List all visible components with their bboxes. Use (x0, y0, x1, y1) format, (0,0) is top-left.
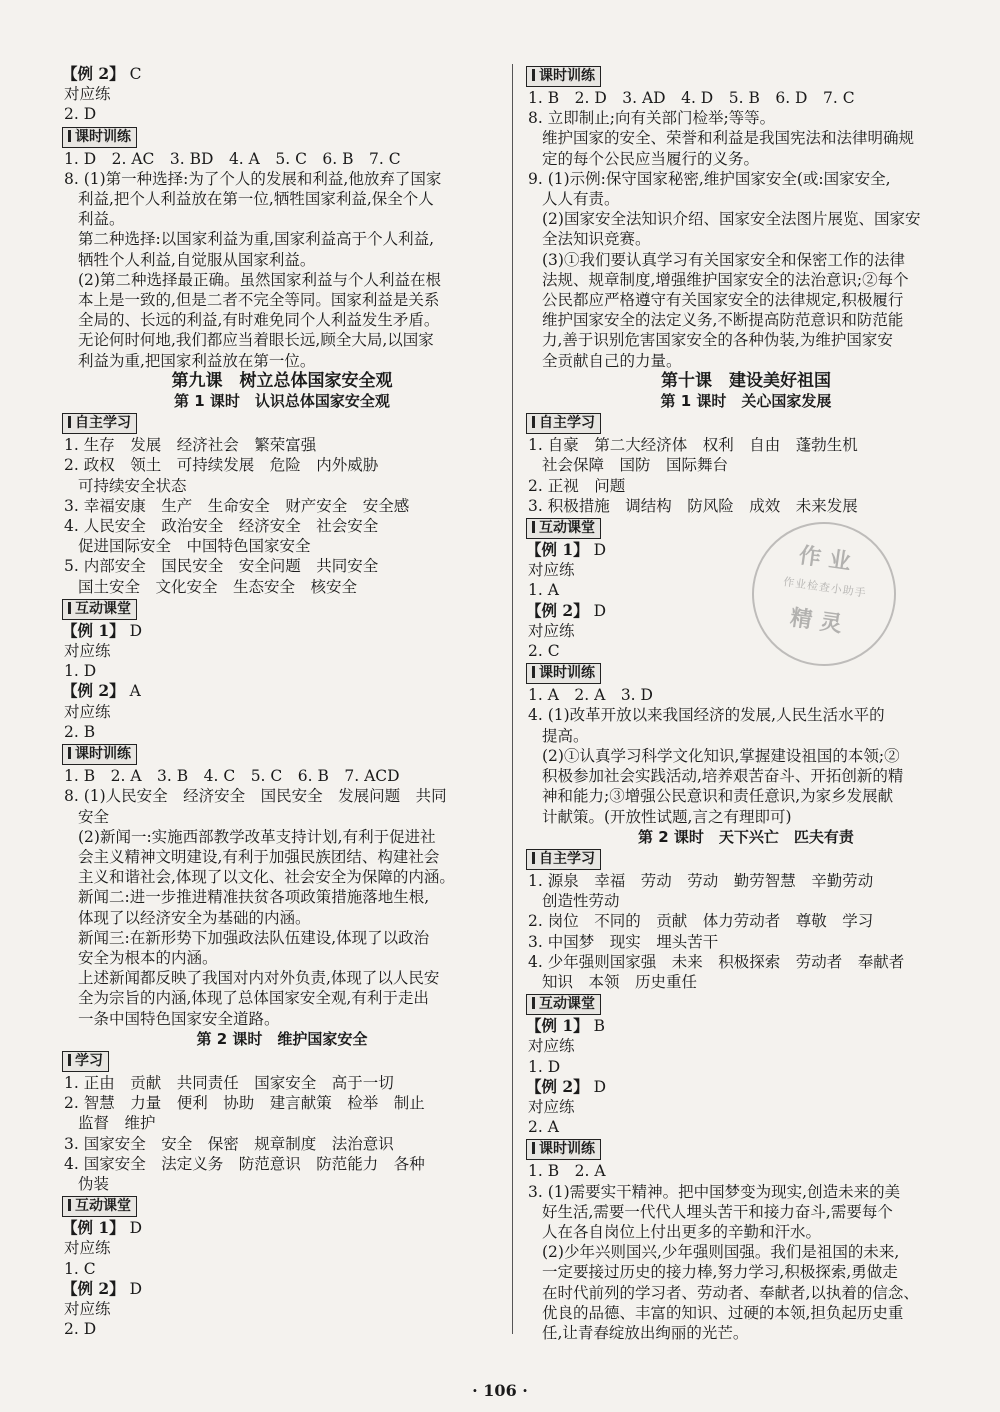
answer-line: 3. 中国梦 现实 埋头苦干 (528, 932, 719, 951)
answer-continuation: (2)少年兴则国兴,少年强则国强。我们是祖国的未来, (542, 1243, 900, 1262)
answer-continuation: 本上是一致的,但是二者不完全等同。国家利益是关系 (78, 291, 440, 310)
answer-line: 3. 国家安全 安全 保密 规章制度 法治意识 (64, 1134, 394, 1153)
answer-continuation: 安全为根本的内涵。 (78, 948, 218, 967)
answer-continuation: 人人有责。 (542, 190, 620, 209)
section-header: 课时训练 (62, 744, 137, 765)
section-header-row (62, 1049, 502, 1073)
answer-line: 对应练 (64, 642, 111, 661)
section-header: 课时训练 (526, 663, 601, 684)
answer-continuation: (2)第二种选择最正确。虽然国家利益与个人利益在根 (78, 270, 441, 289)
stamp-middle-text: 作业检查小助手 (782, 575, 868, 600)
example-answer (526, 540, 966, 560)
answer-line: 8. (1)人民安全 经济安全 国民安全 发展问题 共同 (64, 787, 447, 806)
answer-continuation: 一条中国特色国家安全道路。 (78, 1009, 280, 1028)
section-header-row (526, 992, 966, 1016)
example-label: 【例 1】 (62, 620, 125, 640)
answer-line: 2. A (528, 1118, 559, 1137)
section-header-row (62, 597, 502, 621)
example-value: D (129, 1279, 143, 1298)
answer-line: 1. A 2. A 3. D (528, 686, 653, 705)
answer-continuation: 维护国家安全的法定义务,不断提高防范意识和防范能 (542, 311, 904, 330)
section-header-row (62, 742, 502, 766)
answer-line: 8. 立即制止;向有关部门检举;等等。 (528, 109, 776, 128)
answer-line: 2. B (64, 722, 96, 741)
answer-continuation: 积极参加社会实践活动,培养艰苦奋斗、开拓创新的精 (542, 767, 904, 786)
example-answer (526, 1016, 966, 1036)
section-header: 互动课堂 (62, 599, 137, 620)
answer-continuation: 维护国家的安全、荣誉和利益是我国宪法和法律明确规 (542, 129, 915, 148)
example-label: 【例 1】 (526, 540, 589, 560)
section-header-row (526, 64, 966, 88)
example-label: 【例 2】 (526, 600, 589, 620)
example-answer (62, 681, 502, 701)
answer-continuation: (3)①我们要认真学习有关国家安全和保密工作的法律 (542, 250, 905, 269)
answer-line: 8. (1)第一种选择:为了个人的发展和利益,他放弃了国家 (64, 169, 442, 188)
section-header: 互动课堂 (526, 994, 601, 1015)
answer-line: 3. 幸福安康 生产 生命安全 财产安全 安全感 (64, 496, 410, 515)
answer-line: 1. D (528, 1057, 561, 1076)
answer-line: 4. 人民安全 政治安全 经济安全 社会安全 (64, 517, 379, 536)
answer-line: 1. 生存 发展 经济社会 繁荣富强 (64, 436, 317, 455)
section-header: 自主学习 (526, 849, 601, 870)
left-column (62, 64, 502, 1339)
section-header: 自主学习 (526, 413, 601, 434)
answer-continuation: 任,让青春绽放出绚丽的光芒。 (542, 1323, 749, 1342)
answer-continuation: 牺牲个人利益,自觉服从国家利益。 (78, 250, 316, 269)
answer-line: 2. D (64, 105, 97, 124)
section-header: 课时训练 (526, 1139, 601, 1160)
section-header-row (526, 411, 966, 435)
example-label: 【例 2】 (62, 1278, 125, 1298)
answer-continuation: 利益。 (78, 210, 125, 229)
answer-line: 2. 智慧 力量 便利 协助 建言献策 检举 制止 (64, 1094, 425, 1113)
example-answer (62, 1218, 502, 1238)
example-label: 【例 1】 (62, 1218, 125, 1238)
answer-line: 1. B 2. A (528, 1162, 606, 1181)
section-header-row (526, 1137, 966, 1161)
answer-continuation: 新闻三:在新形势下加强政法队伍建设,体现了以政治 (78, 928, 430, 947)
answer-line: 9. (1)示例:保守国家秘密,维护国家安全(或:国家安全, (528, 169, 891, 188)
answer-continuation: 在时代前列的学习者、劳动者、奉献者,以执着的信念、 (542, 1283, 919, 1302)
answer-continuation: 国土安全 文化安全 生态安全 核安全 (78, 577, 358, 596)
section-header-row (526, 847, 966, 871)
answer-line: 1. 正由 贡献 共同责任 国家安全 高于一切 (64, 1073, 394, 1092)
lesson-title: 第九课 树立总体国家安全观 (171, 370, 393, 391)
example-answer (526, 1077, 966, 1097)
example-answer (526, 601, 966, 621)
section-header: 学习 (62, 1051, 109, 1072)
answer-continuation: 神和能力;③增强公民意识和责任意识,为家乡发展献 (542, 787, 894, 806)
answer-continuation: 提高。 (542, 726, 589, 745)
session-title: 第 1 课时 认识总体国家安全观 (174, 392, 390, 411)
answer-continuation: 公民都应严格遵守有关国家安全的法律规定,积极履行 (542, 291, 904, 310)
answer-continuation: 社会保障 国防 国际舞台 (542, 456, 729, 475)
section-header-row (62, 125, 502, 149)
answer-continuation: (2)新闻一:实施西部教学改革支持计划,有利于促进社 (78, 827, 436, 846)
answer-continuation: 全为宗旨的内涵,体现了总体国家安全观,有利于走出 (78, 989, 429, 1008)
answer-line: 对应练 (64, 1299, 111, 1318)
stamp-top-text: 作业 (797, 543, 861, 577)
example-label: 【例 2】 (62, 64, 125, 83)
answer-line: 1. 自豪 第二大经济体 权利 自由 蓬勃生机 (528, 436, 858, 455)
answer-continuation: 会主义精神文明建设,有利于加强民族团结、构建社会 (78, 847, 440, 866)
answer-continuation: 上述新闻都反映了我国对内对外负责,体现了以人民安 (78, 969, 440, 988)
answer-continuation: 创造性劳动 (542, 892, 620, 911)
section-header-row (526, 516, 966, 540)
answer-line: 1. B 2. A 3. B 4. C 5. C 6. B 7. ACD (64, 767, 400, 786)
answer-line: 对应练 (64, 1239, 111, 1258)
answer-line: 5. 内部安全 国民安全 安全问题 共同安全 (64, 557, 379, 576)
lesson-title: 第十课 建设美好祖国 (661, 370, 831, 391)
answer-continuation: 主义和谐社会,体现了以文化、社会安全为保障的内涵。 (78, 868, 455, 887)
answer-continuation: 定的每个公民应当履行的义务。 (542, 149, 760, 168)
answer-continuation: 计献策。(开放性试题,言之有理即可) (542, 807, 792, 826)
example-value: D (593, 601, 607, 620)
answer-line: 3. 积极措施 调结构 防风险 成效 未来发展 (528, 496, 858, 515)
section-header-row (62, 1194, 502, 1218)
stamp-bottom-text: 精灵 (788, 605, 852, 639)
answer-continuation: 利益为重,把国家利益放在第一位。 (78, 351, 316, 370)
answer-continuation: 促进国际安全 中国特色国家安全 (78, 537, 311, 556)
section-header: 互动课堂 (62, 1196, 137, 1217)
answer-line: 对应练 (528, 1097, 575, 1116)
answer-continuation: 全贡献自己的力量。 (542, 351, 682, 370)
answer-line: 2. 正视 问题 (528, 476, 626, 495)
section-header-row (62, 411, 502, 435)
answer-continuation: 全法知识竞赛。 (542, 230, 651, 249)
answer-line: 1. C (64, 1259, 96, 1278)
page-number: · 106 · (472, 1381, 528, 1400)
answer-line: 2. C (528, 642, 560, 661)
column-divider (512, 64, 513, 1334)
example-value: D (129, 1219, 143, 1238)
answer-line: 4. (1)改革开放以来我国经济的发展,人民生活水平的 (528, 706, 885, 725)
answer-continuation: 新闻二:进一步推进精准扶贫各项政策措施落地生根, (78, 888, 430, 907)
answer-continuation: 优良的品德、丰富的知识、过硬的本领,担负起历史重 (542, 1303, 904, 1322)
example-label: 【例 2】 (526, 1076, 589, 1096)
section-header: 互动课堂 (526, 518, 601, 539)
answer-continuation: 体现了以经济安全为基础的内涵。 (78, 908, 311, 927)
session-title: 第 2 课时 维护国家安全 (196, 1029, 368, 1048)
session-title: 第 1 课时 关心国家发展 (660, 392, 832, 411)
answer-continuation: 监督 维护 (78, 1114, 156, 1133)
answer-line: 4. 少年强则国家强 未来 积极探索 劳动者 奉献者 (528, 952, 905, 971)
example-answer (62, 621, 502, 641)
example-value: A (129, 682, 141, 701)
answer-line: 1. 源泉 幸福 劳动 劳动 勤劳智慧 辛勤劳动 (528, 871, 874, 890)
answer-continuation: 利益,把个人利益放在第一位,牺牲国家利益,保全个人 (78, 190, 434, 209)
answer-continuation: (2)国家安全法知识介绍、国家安全法图片展览、国家安 (542, 210, 921, 229)
answer-line: 4. 国家安全 法定义务 防范意识 防范能力 各种 (64, 1154, 425, 1173)
answer-line: 对应练 (528, 621, 575, 640)
answer-line: 3. (1)需要实干精神。把中国梦变为现实,创造未来的美 (528, 1182, 901, 1201)
answer-continuation: 好生活,需要一代代人埋头苦干和接力奋斗,需要每个 (542, 1202, 893, 1221)
section-header: 自主学习 (62, 413, 137, 434)
example-value: D (129, 621, 143, 640)
answer-continuation: 法规、规章制度,增强维护国家安全的法治意识;②每个 (542, 270, 909, 289)
answer-continuation: (2)①认真学习科学文化知识,掌握建设祖国的本领;② (542, 746, 900, 765)
answer-line: 1. B 2. D 3. AD 4. D 5. B 6. D 7. C (528, 89, 855, 107)
answer-line: 对应练 (528, 1037, 575, 1056)
example-answer (62, 64, 502, 84)
example-value: C (129, 65, 142, 83)
section-header: 课时训练 (526, 66, 601, 87)
example-label: 【例 2】 (62, 681, 125, 701)
answer-line: 对应练 (528, 561, 575, 580)
answer-line: 对应练 (64, 702, 111, 721)
section-header: 课时训练 (62, 127, 137, 148)
example-answer (62, 1279, 502, 1299)
answer-line: 1. A (528, 581, 559, 600)
answer-line: 1. D 2. AC 3. BD 4. A 5. C 6. B 7. C (64, 149, 401, 168)
answer-continuation: 一定要接过历史的接力棒,努力学习,积极探索,勇做走 (542, 1263, 898, 1282)
example-value: D (593, 541, 607, 560)
answer-continuation: 人在各自岗位上付出更多的辛勤和汗水。 (542, 1222, 822, 1241)
answer-continuation: 力,善于识别危害国家安全的各种伪装,为维护国家安 (542, 331, 893, 350)
answer-line: 2. 政权 领土 可持续发展 危险 内外威胁 (64, 456, 379, 475)
example-value: D (593, 1077, 607, 1096)
example-label: 【例 1】 (526, 1016, 589, 1036)
answer-continuation: 安全 (78, 807, 110, 826)
answer-continuation: 第二种选择:以国家利益为重,国家利益高于个人利益, (78, 230, 435, 249)
section-header-row (526, 661, 966, 685)
answer-continuation: 全局的、长远的利益,有时难免同个人利益发生矛盾。 (78, 311, 440, 330)
answer-continuation: 可持续安全状态 (78, 476, 187, 495)
answer-continuation: 知识 本领 历史重任 (542, 972, 698, 991)
example-value: B (593, 1017, 606, 1036)
answer-line: 2. D (64, 1320, 97, 1339)
answer-continuation: 无论何时何地,我们都应当着眼长远,顾全大局,以国家 (78, 331, 434, 350)
answer-continuation: 伪装 (78, 1174, 110, 1193)
answer-line: 2. 岗位 不同的 贡献 体力劳动者 尊敬 学习 (528, 912, 874, 931)
answer-line: 1. D (64, 662, 97, 681)
answer-line: 对应练 (64, 85, 111, 104)
session-title: 第 2 课时 天下兴亡 匹夫有责 (638, 827, 854, 846)
right-column (526, 64, 966, 1343)
